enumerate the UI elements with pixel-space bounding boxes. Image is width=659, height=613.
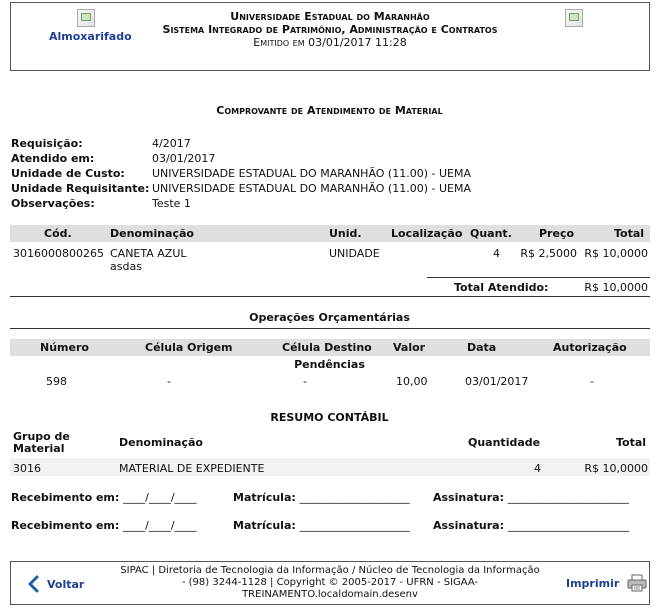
col-header-autorizacao: Autorização (553, 341, 627, 354)
total-atendido-value: R$ 10,0000 (584, 281, 648, 294)
page-title: Comprovante de Atendimento de Material (216, 104, 443, 117)
info-value: Teste 1 (152, 197, 191, 210)
footer-line: TREINAMENTO.localdomain.desenv (242, 589, 418, 600)
col-header-grupo-line2: Material (13, 442, 65, 455)
cell-total: R$ 10,0000 (584, 462, 648, 475)
cell-celula-origem: - (167, 375, 171, 388)
col-header-unid: Unid. (329, 227, 362, 240)
info-value: UNIVERSIDADE ESTADUAL DO MARANHÃO (11.00) - UEMA (152, 182, 471, 195)
matricula-line (233, 491, 410, 504)
matricula-blank: ____________________ (299, 519, 410, 532)
table-row (10, 458, 650, 476)
matricula-line (233, 519, 410, 532)
resumo-title: RESUMO CONTÁBIL (270, 411, 389, 424)
cell-denominacao: CANETA AZUL (110, 247, 187, 260)
assinatura-line (433, 491, 629, 504)
info-label: Unidade Requisitante: (11, 182, 150, 195)
emission-date: Emitido em 03/01/2017 11:28 (253, 36, 407, 49)
recebimento-label: Recebimento em: (11, 519, 120, 532)
module-name: Almoxarifado (49, 30, 132, 43)
print-button[interactable]: Imprimir (566, 577, 620, 590)
chevron-left-icon (27, 575, 41, 593)
recebimento-blank: ____/____/____ (123, 491, 197, 504)
col-header-quantidade: Quantidade (468, 436, 541, 449)
col-header-grupo-line1: Grupo de (13, 430, 70, 443)
pendencias-group-label: Pendências (294, 358, 365, 371)
info-row (11, 136, 191, 151)
assinatura-line (433, 519, 629, 532)
cell-cod: 3016000800265 (13, 247, 104, 260)
col-header-cod: Cód. (44, 227, 72, 240)
col-header-celula-destino: Célula Destino (282, 341, 372, 354)
assinatura-blank: ______________________ (507, 519, 629, 532)
info-label: Unidade de Custo: (11, 167, 125, 180)
cell-data: 03/01/2017 (465, 375, 529, 388)
report-header (10, 2, 650, 71)
assinatura-blank: ______________________ (507, 491, 629, 504)
recebimento-line (11, 491, 197, 504)
cell-numero: 598 (46, 375, 67, 388)
cell-valor: 10,00 (396, 375, 428, 388)
footer-line: - (98) 3244-1128 | Copyright © 2005-2017 - UFRN - SIGAA- (181, 577, 479, 588)
info-value: 03/01/2017 (152, 152, 216, 165)
col-header-total: Total (614, 227, 645, 240)
university-name: Universidade Estadual do Maranhão (230, 10, 430, 23)
printer-icon[interactable] (627, 574, 647, 592)
col-header-quant: Quant. (470, 227, 512, 240)
section-divider (10, 328, 650, 329)
assinatura-label: Assinatura: (433, 491, 504, 504)
col-header-preco: Preço (539, 227, 575, 240)
cell-denominacao: MATERIAL DE EXPEDIENTE (119, 462, 265, 475)
system-name: Sistema Integrado de Patrimônio, Administração e Contratos (162, 23, 498, 36)
matricula-label: Matrícula: (233, 519, 296, 532)
cell-unid: UNIDADE (329, 247, 380, 260)
col-header-celula-origem: Célula Origem (145, 341, 233, 354)
col-header-denominacao: Denominação (110, 227, 194, 240)
col-header-data: Data (467, 341, 497, 354)
col-header-grupo (13, 431, 70, 455)
request-info (11, 136, 471, 211)
cell-total: R$ 10,0000 (584, 247, 648, 260)
matricula-blank: ____________________ (299, 491, 410, 504)
col-header-numero: Número (40, 341, 89, 354)
cell-quant: 4 (493, 247, 500, 260)
col-header-localizacao: Localização (391, 227, 463, 240)
col-header-total: Total (616, 436, 647, 449)
total-atendido-label: Total Atendido: (454, 281, 549, 294)
info-label: Observações: (11, 197, 95, 210)
info-label: Requisição: (11, 137, 83, 150)
cell-quantidade: 4 (534, 462, 541, 475)
cell-grupo: 3016 (13, 462, 41, 475)
assinatura-label: Assinatura: (433, 519, 504, 532)
cell-preco: R$ 2,5000 (520, 247, 577, 260)
info-row (11, 166, 471, 181)
info-row (11, 181, 471, 196)
info-value: 4/2017 (152, 137, 191, 150)
page-footer (10, 561, 650, 605)
info-label: Atendido em: (11, 152, 95, 165)
footer-credits (11, 565, 649, 601)
broken-image-icon (565, 9, 583, 27)
cell-observacao: asdas (110, 260, 142, 273)
matricula-label: Matrícula: (233, 491, 296, 504)
recebimento-label: Recebimento em: (11, 491, 120, 504)
col-header-denominacao: Denominação (119, 436, 203, 449)
cell-autorizacao: - (590, 375, 594, 388)
info-row (11, 196, 191, 211)
total-divider (427, 277, 650, 278)
back-label: Voltar (47, 578, 85, 591)
info-value: UNIVERSIDADE ESTADUAL DO MARANHÃO (11.00) - UEMA (152, 167, 471, 180)
cell-celula-destino: - (303, 375, 307, 388)
recebimento-line (11, 519, 197, 532)
col-header-valor: Valor (393, 341, 426, 354)
operacoes-title: Operações Orçamentárias (249, 311, 410, 324)
footer-line: SIPAC | Diretoria de Tecnologia da Informação / Núcleo de Tecnologia da Informação (120, 565, 540, 576)
info-row (11, 151, 216, 166)
recebimento-blank: ____/____/____ (123, 519, 197, 532)
section-divider (10, 296, 650, 297)
